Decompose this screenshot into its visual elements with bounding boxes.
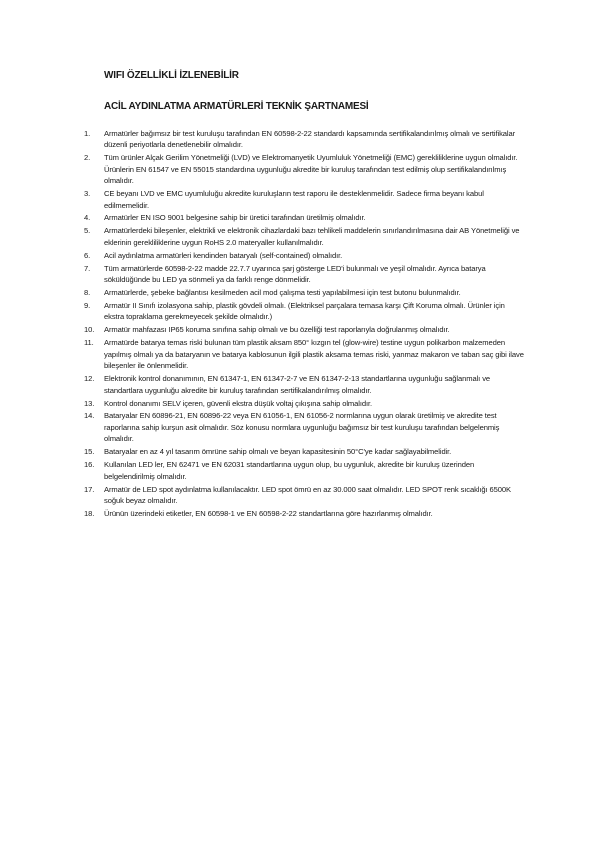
list-item-text: Armatür de LED spot aydınlatma kullanılacaktır. LED spot ömrü en az 30.000 saat olmalıdır. LED SPOT renk sıcaklığı 6500K soğuk beyaz olmalıdır. xyxy=(104,484,511,505)
list-item-number: 5. xyxy=(84,226,91,236)
list-item xyxy=(84,263,524,286)
list-item-text: Bataryalar en az 4 yıl tasarım ömrüne sahip olmalı ve beyan kapasitesinin 50°C'ye kadar sağlayabilmelidir. xyxy=(104,447,452,457)
list-item-number: 2. xyxy=(84,153,91,163)
list-item-text: Armatürlerde, şebeke bağlantısı kesilmeden acil mod çalışma testi yapılabilmesi için test butonu bulunmalıdır. xyxy=(104,288,461,298)
list-item-text: Armatürler EN ISO 9001 belgesine sahip bir üretici tarafından üretilmiş olmalıdır. xyxy=(104,213,366,223)
list-item-text: Ürünün üzerindeki etiketler, EN 60598-1 ve EN 60598-2-22 standartlarına göre hazırlanmış olmalıdır. xyxy=(104,508,433,518)
list-item-text: Bataryalar EN 60896-21, EN 60896-22 veya EN 61056-1, EN 61056-2 normlarına uygun olarak üretilmiş ve akredite test raporlarına sahip kurşun asit olmalıdır. Söz konusu normlara uygunluğu bağımsız bir test kuruluşu tarafından belgelenmiş olmalıdır. xyxy=(104,411,500,444)
list-item-text: Armatür II Sınıfı izolasyona sahip, plastik gövdeli olmalı. (Elektriksel parçalara temasa karşı Çift Koruma olmalı. Ürünler için ekstra topraklama gerekmeyecek şekilde olmalıdır.) xyxy=(104,301,505,322)
list-item xyxy=(84,410,524,444)
list-item xyxy=(84,337,524,371)
list-item-number: 1. xyxy=(84,129,91,138)
list-item-text: Armatürler bağımsız bir test kuruluşu tarafından EN 60598-2-22 standardı kapsamında sertifikalandırılmış olmalı ve sertifikalar düzenli periyotlarla denetlenebilir olmalıdır. xyxy=(104,129,516,150)
list-item xyxy=(84,398,524,409)
list-item-text: CE beyanı LVD ve EMC uyumluluğu akredite kuruluşların test raporu ile desteklenmelidir. Sadece firma beyanı kabul edilmemelidir. xyxy=(104,189,484,210)
list-item xyxy=(84,324,524,335)
list-item xyxy=(84,446,524,457)
list-item-text: Kullanılan LED ler, EN 62471 ve EN 62031 standartlarına uygun olup, bu uygunluk, akredite bir kuruluş üzerinden belgelendirilmiş olmalıdır. xyxy=(104,460,475,481)
list-item-number: 4. xyxy=(84,213,91,223)
list-item-number: 14. xyxy=(84,411,95,421)
document-title: WIFI ÖZELLİKLİ İZLENEBİLİR xyxy=(104,70,239,81)
list-item-number: 15. xyxy=(84,447,95,457)
list-item-text: Armatürde batarya temas riski bulunan tüm plastik aksam 850° kızgın tel (glow-wire) testine uygun polikarbon malzemeden yapılmış olmalı ya da bataryanın ve batarya kablosunun ilgili plastik aksama temas riski, yanmaz makaron ve taban saç gibi ilave bileşenler ile önlenmelidir. xyxy=(104,338,524,371)
list-item-number: 7. xyxy=(84,263,91,273)
list-item-number: 13. xyxy=(84,398,95,408)
list-item-number: 17. xyxy=(84,484,95,494)
list-item xyxy=(84,287,524,298)
list-item-text: Tüm armatürlerde 60598-2-22 madde 22.7.7 uyarınca şarj gösterge LED'i bulunmalı ve yeşil olmalıdır. Ayrıca batarya söküldüğünde bu LED ya sönmeli ya da farklı renge dönmelidir. xyxy=(104,263,486,285)
list-item-number: 12. xyxy=(84,374,95,384)
list-item xyxy=(84,212,524,223)
list-item-text: Kontrol donanımı SELV içeren, güvenli ekstra düşük voltaj çıkışına sahip olmalıdır. xyxy=(104,398,373,408)
list-item xyxy=(84,225,524,248)
list-item-text: Acil aydınlatma armatürleri kendinden bataryalı (self-contained) olmalıdır. xyxy=(104,250,343,260)
list-item xyxy=(84,508,524,519)
list-item xyxy=(84,250,524,261)
document-subtitle: ACİL AYDINLATMA ARMATÜRLERİ TEKNİK ŞARTNAMESİ xyxy=(104,101,369,112)
specification-list xyxy=(84,128,524,521)
list-item xyxy=(84,484,524,507)
list-item-number: 11. xyxy=(84,338,94,348)
list-item xyxy=(84,152,524,186)
list-item-number: 9. xyxy=(84,301,91,311)
list-item xyxy=(84,188,524,211)
list-item-text: Armatür mahfazası IP65 koruma sınıfına sahip olmalı ve bu özelliği test raporlarıyla doğrulanmış olmalıdır. xyxy=(104,325,450,335)
list-item xyxy=(84,128,524,151)
list-item-number: 10. xyxy=(84,325,95,335)
list-item-text: Elektronik kontrol donanımının, EN 61347-1, EN 61347-2-7 ve EN 61347-2-13 standartlarına uygunluğu sağlanmalı ve standartlara uygunluğu akredite bir kuruluş tarafından sertifikalandırılmış olmalıdır. xyxy=(104,374,491,395)
list-item xyxy=(84,300,524,323)
list-item-text: Tüm ürünler Alçak Gerilim Yönetmeliği (LVD) ve Elektromanyetik Uyumluluk Yönetmeliği (EMC) gerekliliklerine uygun olmalıdır. Ürünlerin EN 61547 ve EN 55015 standardına uygunluğu akredite bir kuruluş tarafından test edilmiş olup sertifikalandırılmış olmalıdır. xyxy=(104,153,518,186)
list-item-number: 18. xyxy=(84,508,95,518)
list-item-number: 16. xyxy=(84,460,95,470)
list-item xyxy=(84,459,524,482)
list-item xyxy=(84,373,524,396)
list-item-number: 6. xyxy=(84,250,91,260)
list-item-number: 8. xyxy=(84,288,91,298)
list-item-number: 3. xyxy=(84,189,91,199)
list-item-text: Armatürlerdeki bileşenler, elektrikli ve elektronik cihazlardaki bazı tehlikeli maddelerin sınırlandırılmasına dair AB Yönetmeliği ve eklerinin gerekliliklerine uygun RoHS 2.0 materyaller kullanılmalıdır. xyxy=(104,226,520,247)
